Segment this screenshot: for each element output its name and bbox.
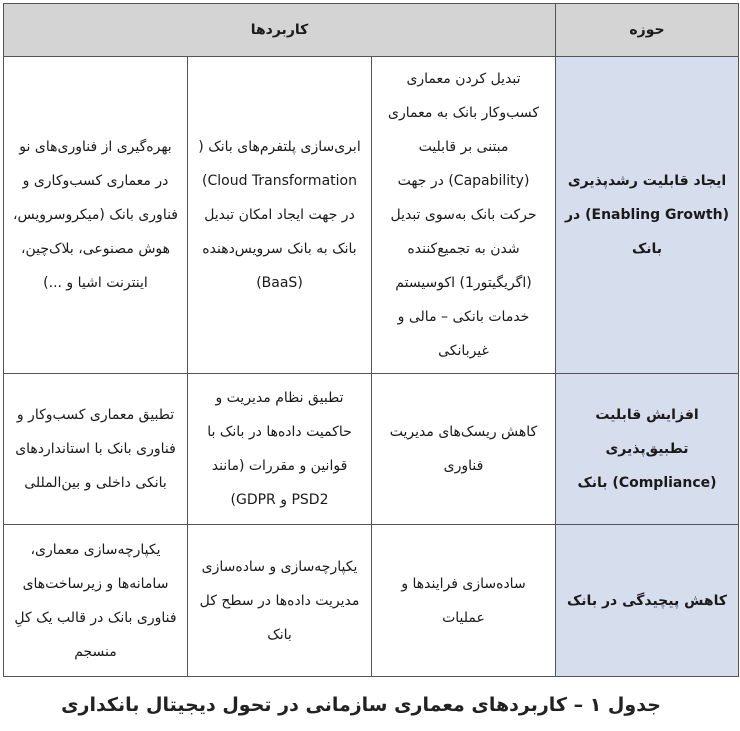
application-cell: تطبیق نظام مدیریت و حاکمیت داده‌ها در بانک با قوانین و مقررات (مانند PSD2 و GDPR) (188, 374, 372, 525)
table-header-row (4, 4, 739, 57)
table-row (4, 374, 739, 525)
application-cell: ساده‌سازی فرایندها و عملیات (372, 525, 556, 677)
domain-cell: کاهش پیچیدگی در بانک (556, 525, 739, 677)
domain-cell: افزایش قابلیت تطبیق‌پذیری (Compliance) بانک (556, 374, 739, 525)
application-cell: ابری‌سازی پلتفرم‌های بانک ( Cloud Transformation) در جهت ایجاد امکان تبدیل بانک به بانک سرویس‌دهنده (BaaS) (188, 57, 372, 374)
domain-cell: ایجاد قابلیت رشدپذیری (Enabling Growth) در بانک (556, 57, 739, 374)
application-cell: یکپارچه‌سازی معماری، سامانه‌ها و زیرساخت‌های فناوری بانک در قالب یک کلِ منسجم (4, 525, 188, 677)
application-cell: تطبیق معماری کسب‌وکار و فناوری بانک با استانداردهای بانکی داخلی و بین‌المللی (4, 374, 188, 525)
table-caption: جدول ۱ – کاربردهای معماری سازمانی در تحول دیجیتال بانکداری (61, 694, 661, 716)
application-cell: تبدیل کردن معماری کسب‌وکار بانک به معماری مبتنی بر قابلیت (Capability) در جهت حرکت بانک به‌سوی تبدیل شدن به تجمیع‌کننده (اگریگیتور1) اکوسیستم خدمات بانکی – مالی و غیربانکی (372, 57, 556, 374)
application-cell: یکپارچه‌سازی و ساده‌سازی مدیریت داده‌ها در سطح کل بانک (188, 525, 372, 677)
application-cell: کاهش ریسک‌های مدیریت فناوری (372, 374, 556, 525)
table-row (4, 525, 739, 677)
header-applications: کاربردها (4, 4, 556, 57)
application-cell: بهره‌گیری از فناوری‌های نو در معماری کسب‌وکاری و فناوری بانک (میکروسرویس، هوش مصنوعی، بلاک‌چین، اینترنت اشیا و ...) (4, 57, 188, 374)
applications-table (3, 3, 739, 677)
table-row (4, 57, 739, 374)
header-domain: حوزه (556, 4, 739, 57)
